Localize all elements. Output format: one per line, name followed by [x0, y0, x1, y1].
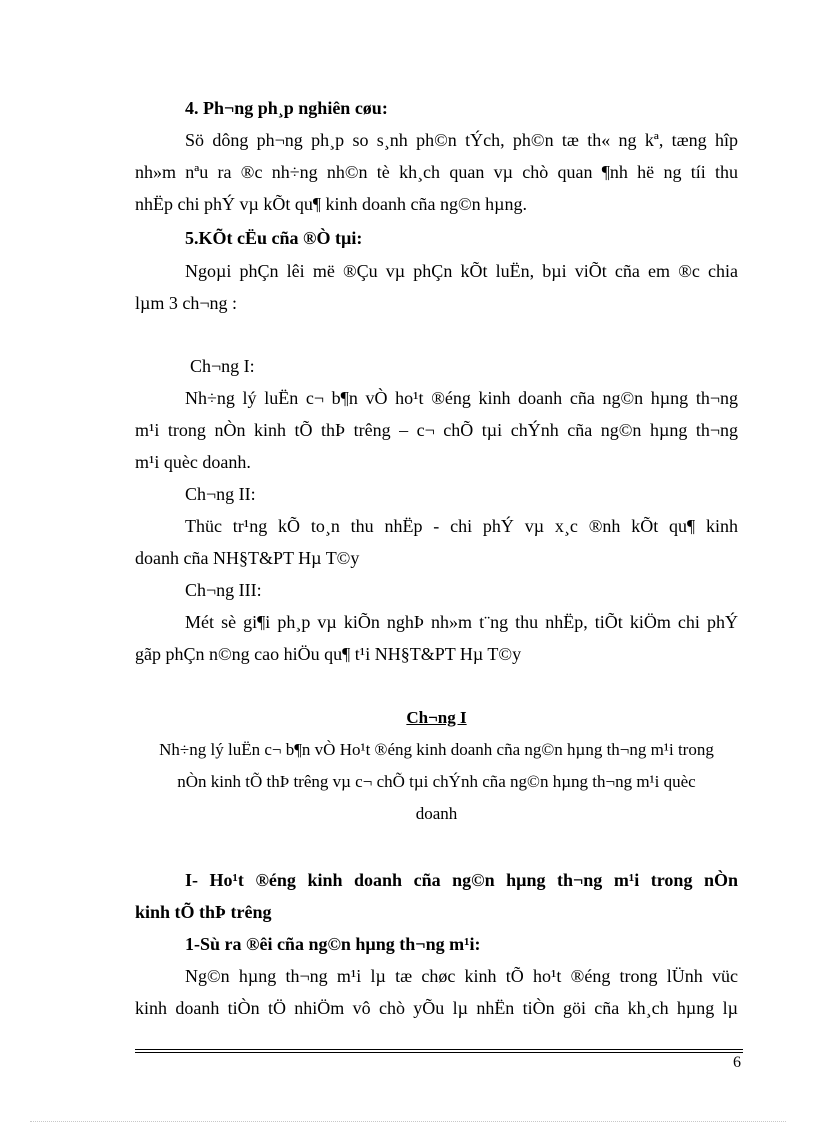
chapter-3-desc-line-1: Mét sè gi¶i ph¸p vµ kiÕn nghÞ nh»m t¨ng thu nhËp, tiÕt kiÖm chi phÝ — [185, 612, 738, 632]
chapter-1-desc-line-2: m¹i trong nÒn kinh tÕ thÞ trêng – c¬ chÕ tµi chÝnh cña ng©n hµng th¬ng — [135, 420, 738, 440]
part-1-body-line-2: kinh doanh tiÒn tÖ nhiÖm vô chò yÕu lµ nhËn tiÒn göi cña kh¸ch hµng lµ — [135, 998, 738, 1018]
part-1-body-line-1: Ng©n hµng th¬ng m¹i lµ tæ chøc kinh tÕ ho¹t ®éng trong lÜnh vüc — [185, 966, 738, 986]
chapter-2-desc-line-1: Thüc tr¹ng kÕ to¸n thu nhËp - chi phÝ vµ x¸c ®nh kÕt qu¶ kinh — [185, 516, 738, 536]
chapter-3-desc-line-2: gãp phÇn n©ng cao hiÖu qu¶ t¹i NH§T&PT Hµ T©y — [135, 644, 522, 664]
chapter-3-label: Ch¬ng III: — [185, 580, 262, 600]
section-5-heading: 5.KÕt cËu cña ®Ò tµi: — [185, 228, 363, 248]
chapter-1-subtitle-line-2: nÒn kinh tÕ thÞ trêng vµ c¬ chÕ tµi chÝnh cña ng©n hµng th¬ng m¹i quèc — [177, 772, 696, 791]
part-1-heading-line-1: I- Ho¹t ®éng kinh doanh cña ng©n hµng th¬ng m¹i trong nÒn — [185, 870, 738, 890]
chapter-1-subtitle-line-3: doanh — [415, 804, 458, 823]
chapter-1-title: Ch¬ng I — [406, 708, 467, 727]
chapter-1-label: Ch¬ng I: — [190, 356, 255, 376]
section-4-heading: 4. Ph¬ng ph¸p nghiên cøu: — [185, 98, 388, 118]
section-5-line-2: lµm 3 ch¬ng : — [135, 293, 238, 313]
section-5-line-1: Ngoµi phÇn lêi më ®Çu vµ phÇn kÕt luËn, bµi viÕt cña em ®c chia — [185, 261, 738, 281]
chapter-2-label: Ch¬ng II: — [185, 484, 256, 504]
chapter-2-desc-line-2: doanh cña NH§T&PT Hµ T©y — [135, 548, 360, 568]
section-4-line-2: nh»m nªu ra ®c nh÷ng nh©n tè kh¸ch quan vµ chò quan ¶nh hë ng tíi thu — [135, 162, 738, 182]
page-number: 6 — [733, 1054, 741, 1071]
part-1-subheading: 1-Sù ra ®êi cña ng©n hµng th¬ng m¹i: — [185, 934, 481, 954]
chapter-1-desc-line-3: m¹i quèc doanh. — [135, 452, 251, 472]
chapter-1-desc-line-1: Nh÷ng lý luËn c¬ b¶n vÒ ho¹t ®éng kinh doanh cña ng©n hµng th¬ng — [185, 388, 738, 408]
footer-rule-bottom — [135, 1052, 743, 1053]
section-4-line-1: Sö dông ph¬ng ph¸p so s¸nh ph©n tÝch, ph©n tæ th« ng kª, tæng hîp — [185, 130, 738, 150]
footer-rule-top — [135, 1049, 743, 1050]
part-1-heading-line-2: kinh tÕ thÞ trêng — [135, 902, 272, 922]
section-4-line-3: nhËp chi phÝ vµ kÕt qu¶ kinh doanh cña ng©n hµng. — [135, 194, 528, 214]
page-edge-divider — [30, 1121, 786, 1122]
chapter-1-subtitle-line-1: Nh÷ng lý luËn c¬ b¶n vÒ Ho¹t ®éng kinh doanh cña ng©n hµng th¬ng m¹i trong — [159, 740, 714, 759]
